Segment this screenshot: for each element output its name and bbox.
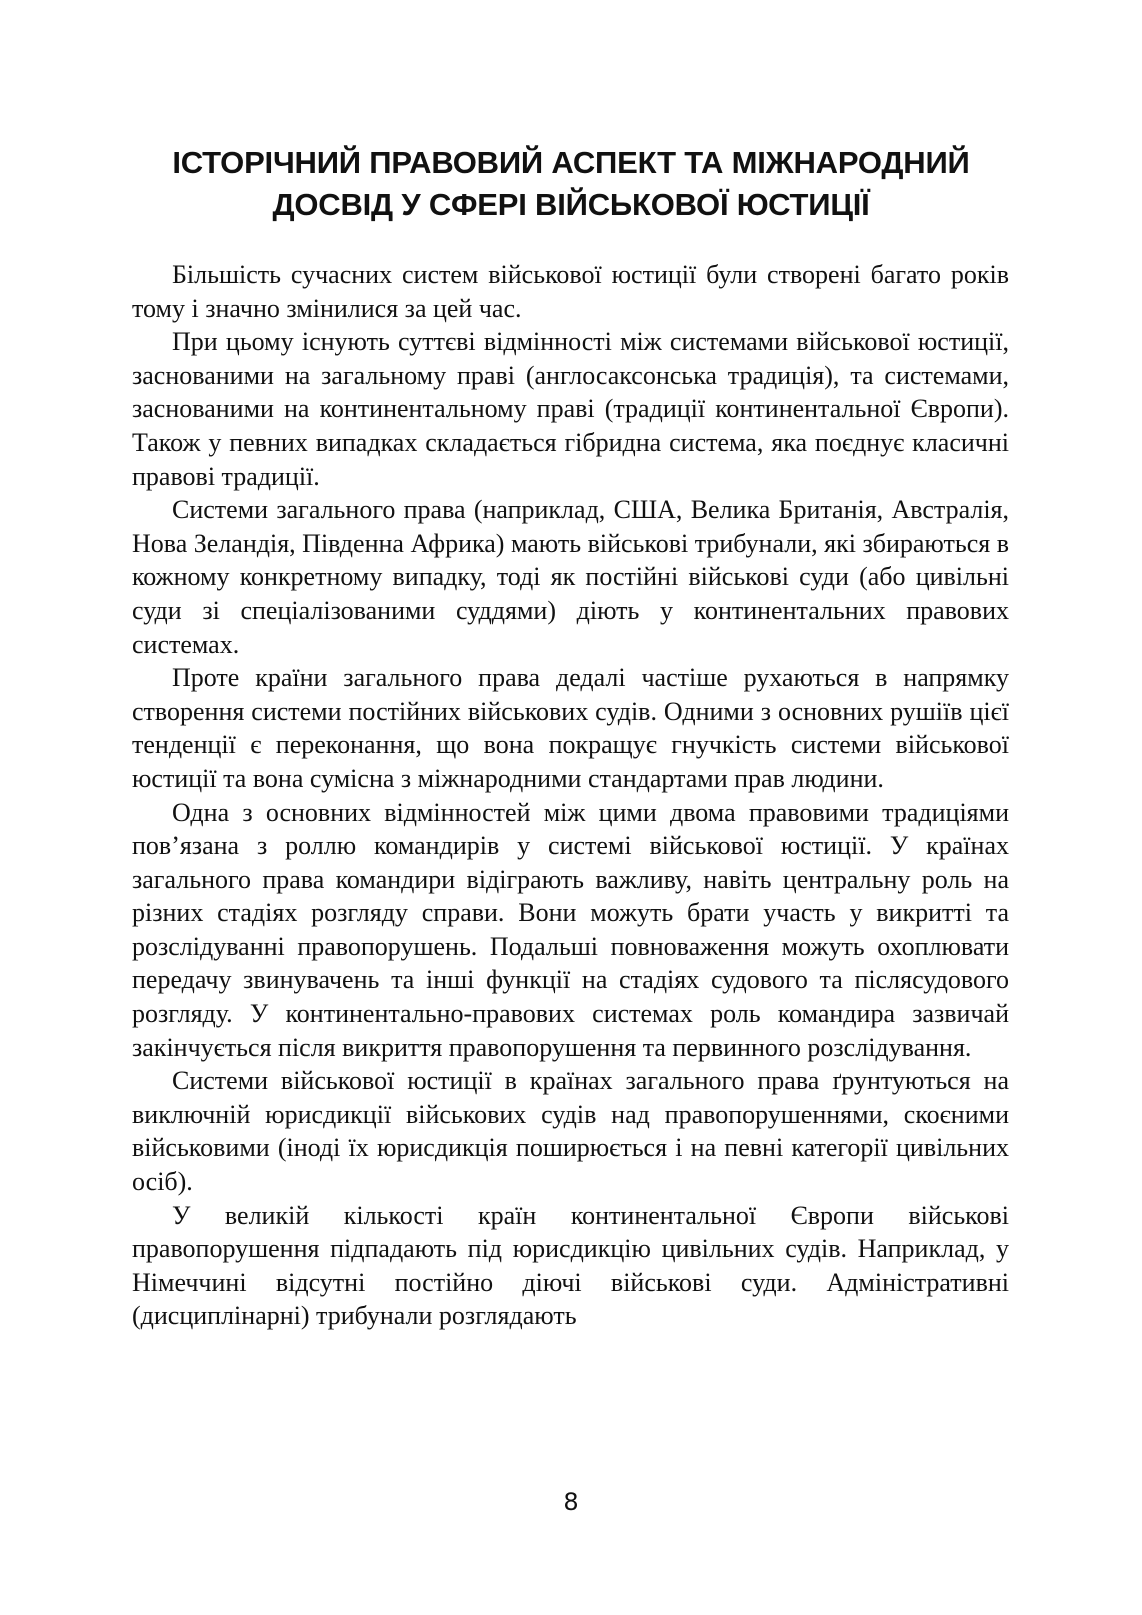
- body-text: [132, 258, 1009, 1333]
- title-line-1: ІСТОРІЧНИЙ ПРАВОВИЙ АСПЕКТ ТА МІЖНАРОДНИЙ: [172, 145, 970, 180]
- paragraph-2: При цьому існують суттєві відмінності між системами військової юстиції, заснованими на загальному праві (англосаксонська традиція), та системами, заснованими на континентальному праві (традиції континентальної Європи). Також у певних випадках складається гібридна система, яка поєднує класичні правові традиції.: [132, 327, 1009, 491]
- page-title: [100, 142, 1042, 226]
- paragraph-3: Системи загального права (наприклад, США, Велика Британія, Австралія, Нова Зеландія, Південна Африка) мають військові трибунали, які збираються в кожному конкретному випадку, тоді як постійні військові суди (або цивільні суди зі спеціалізованими суддями) діють у континентальних правових системах.: [132, 495, 1009, 659]
- paragraph-5: Одна з основних відмінностей між цими двома правовими традиціями пов’язана з роллю командирів у системі військової юстиції. У країнах загального права командири відіграють важливу, навіть центральну роль на різних стадіях розгляду справи. Вони можуть брати участь у викритті та розслідуванні правопорушень. Подальші повноваження можуть охоплювати передачу звинувачень та інші функції на стадіях судового та післясудового розгляду. У континентально-правових системах роль командира зазвичай закінчується після викриття правопорушення та первинного розслідування.: [132, 797, 1009, 1062]
- page-number: 8: [563, 1488, 579, 1516]
- title-line-2: ДОСВІД У СФЕРІ ВІЙСЬКОВОЇ ЮСТИЦІЇ: [272, 187, 870, 222]
- paragraph-7: У великій кількості країн континентальної Європи військові правопорушення підпадають під юрисдикцію цивільних судів. Наприклад, у Німеччині відсутні постійно діючі військові суди. Адміністративні (дисциплінарні) трибунали розглядають: [132, 1200, 1009, 1331]
- paragraph-1: Більшість сучасних систем військової юстиції були створені багато років тому і значно змінилися за цей час.: [132, 260, 1009, 323]
- paragraph-6: Системи військової юстиції в країнах загального права ґрунтуються на виключній юрисдикції військових судів над правопорушеннями, скоєними військовими (іноді їх юрисдикція поширюється і на певні категорії цивільних осіб).: [132, 1066, 1009, 1197]
- paragraph-4: Проте країни загального права дедалі частіше рухаються в напрямку створення системи постійних військових судів. Одними з основних рушіїв цієї тенденції є переконання, що вона покращує гнучкість системи військової юстиції та вона сумісна з міжнародними стандартами прав людини.: [132, 663, 1009, 793]
